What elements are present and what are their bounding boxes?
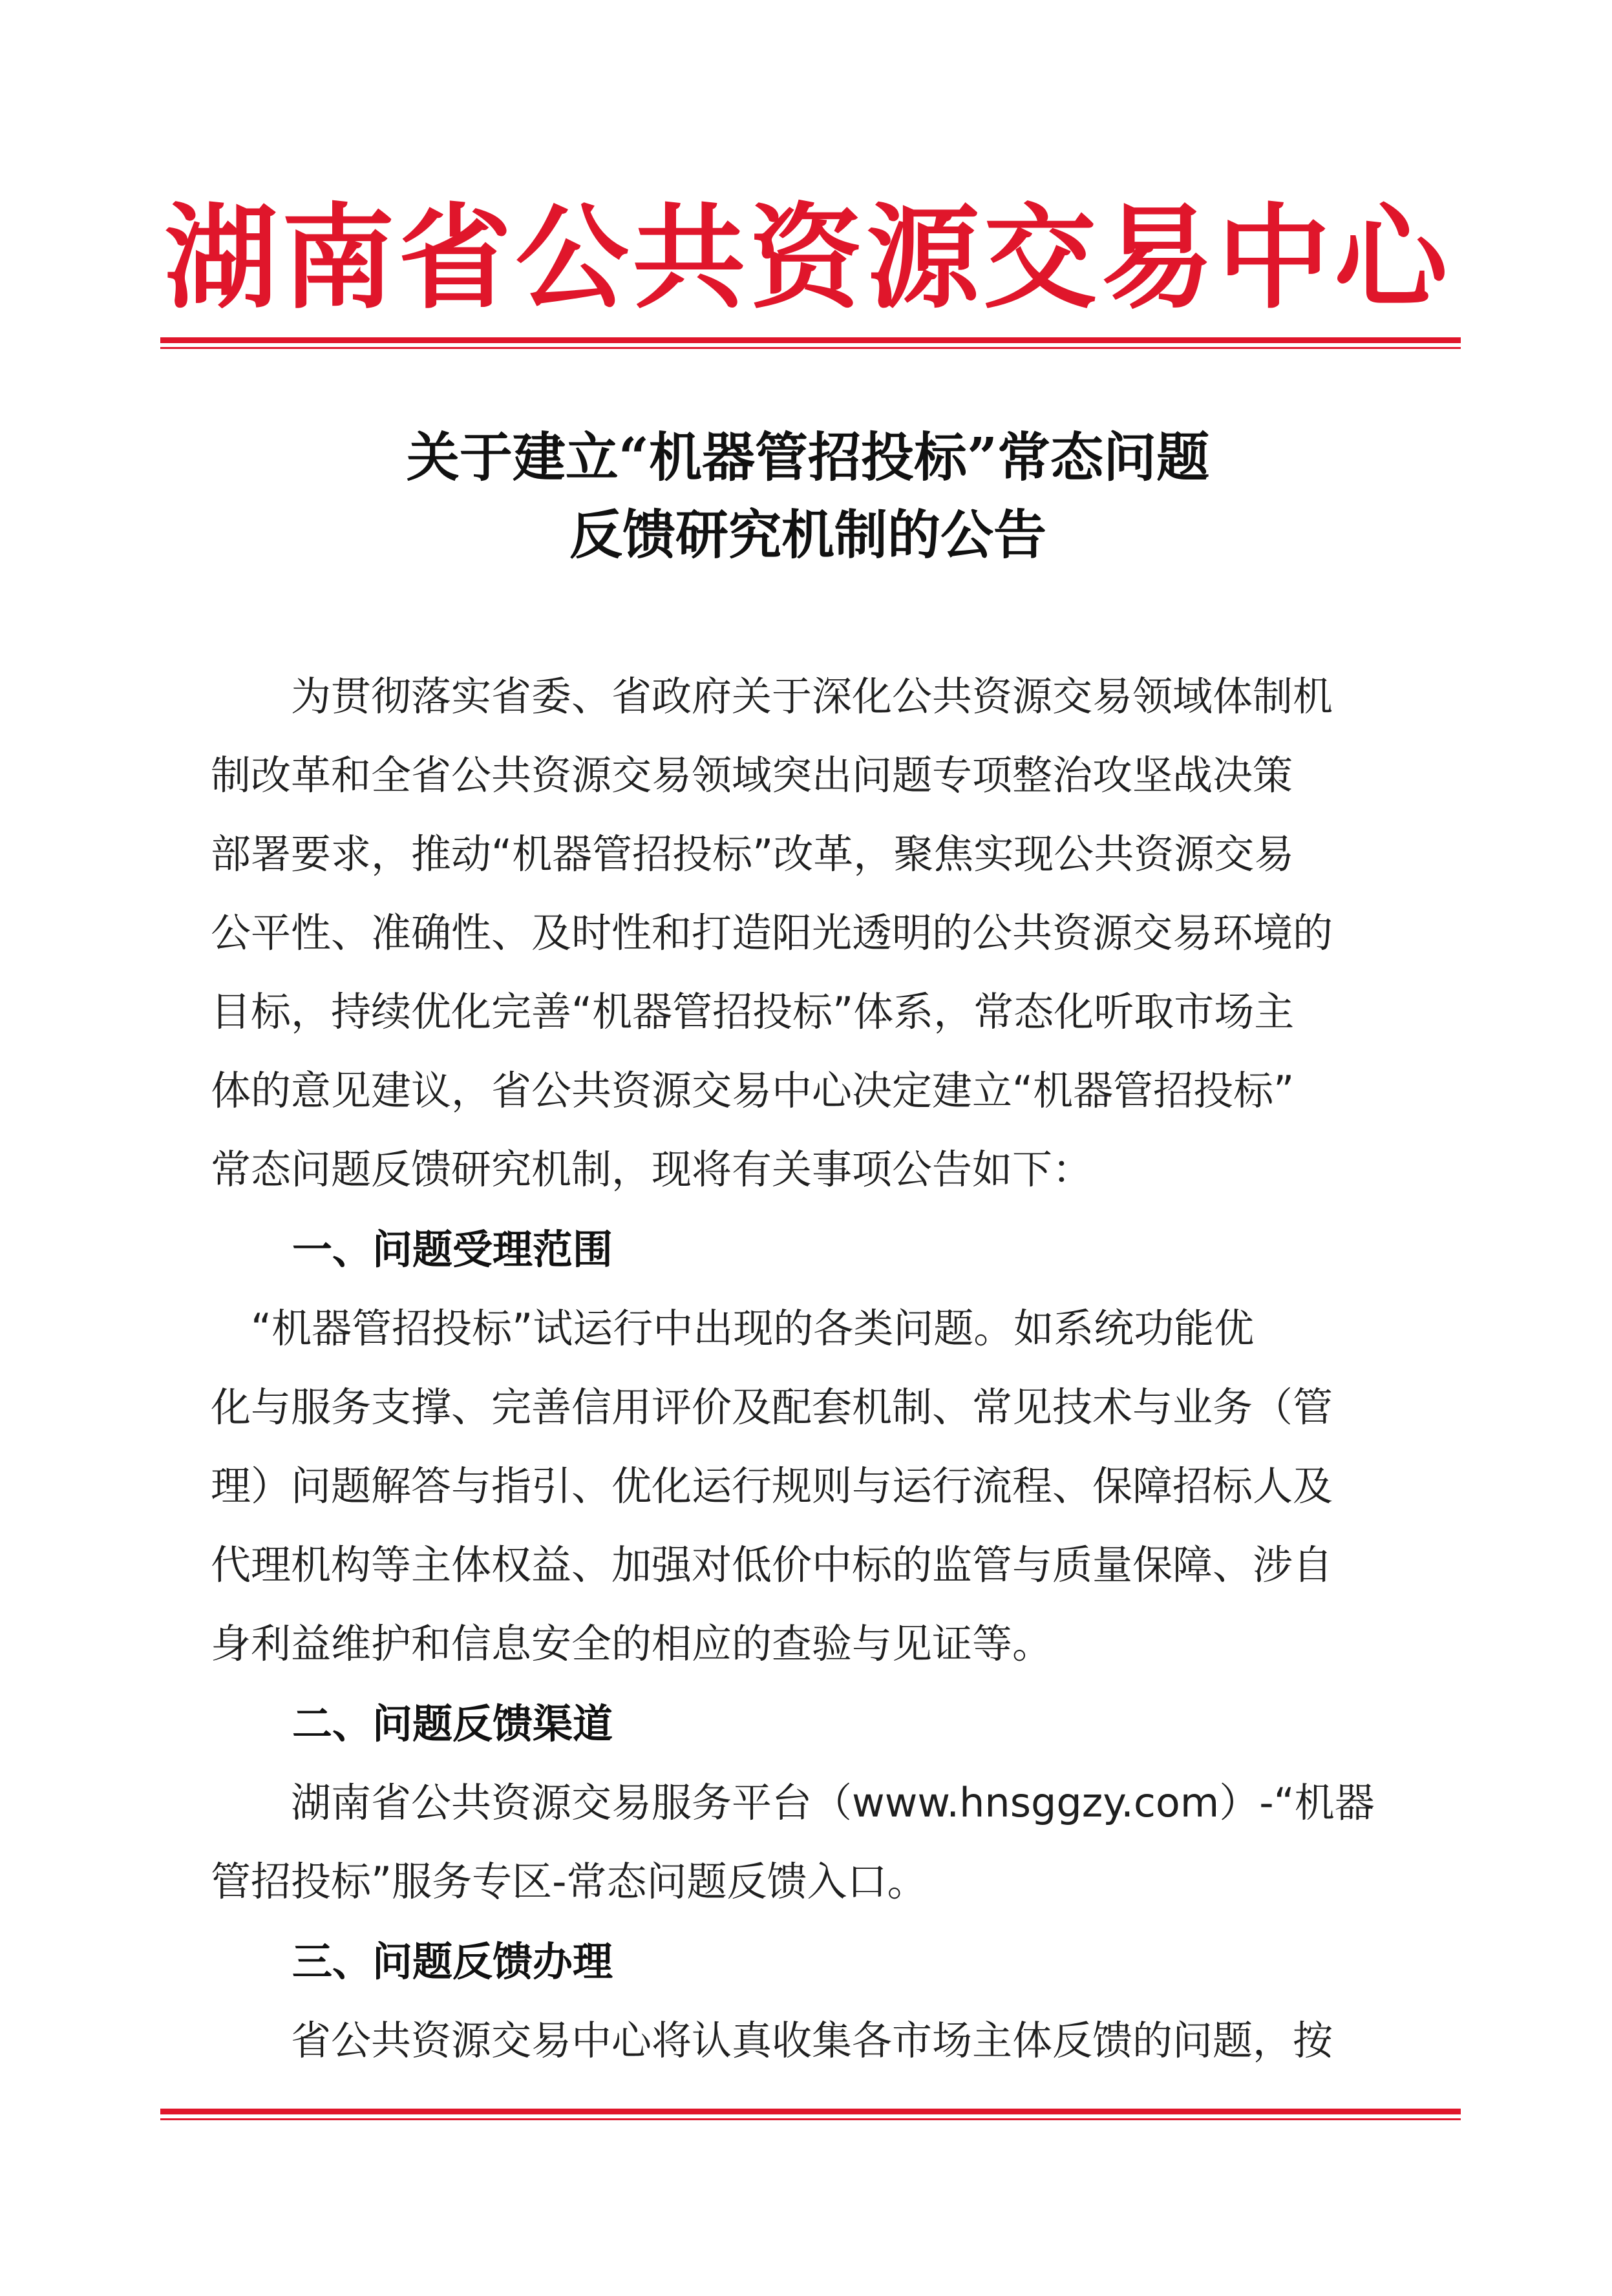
intro-line: 制改革和全省公共资源交易领域突出问题专项整治攻坚战决策: [211, 752, 1293, 799]
intro-line: 为贯彻落实省委、省政府关于深化公共资源交易领域体制机: [211, 673, 1333, 720]
document-title-line-1: 关于建立“机器管招投标”常态问题: [406, 427, 1210, 489]
document-title-line-2: 反馈研究机制的公告: [569, 504, 1046, 566]
section1-line: 理）问题解答与指引、优化运行规则与运行流程、保障招标人及: [211, 1462, 1333, 1510]
section2-line: 湖南省公共资源交易服务平台（www.hnsggzy.com）-“机器: [211, 1779, 1375, 1826]
section-heading-channel: 二、问题反馈渠道: [292, 1700, 613, 1747]
section-heading-handling: 三、问题反馈办理: [292, 1938, 613, 1985]
masthead-divider: [160, 337, 1461, 349]
section1-line: 化与服务支撑、完善信用评价及配套机制、常见技术与业务（管: [211, 1384, 1333, 1431]
section3-line: 省公共资源交易中心将认真收集各市场主体反馈的问题，按: [211, 2017, 1333, 2064]
agency-masthead: 湖南省公共资源交易中心: [164, 192, 1452, 324]
section1-line: “机器管招投标”试运行中出现的各类问题。如系统功能优: [211, 1305, 1255, 1352]
section2-line: 管招投标”服务专区-常态问题反馈入口。: [211, 1858, 928, 1905]
intro-line: 公平性、准确性、及时性和打造阳光透明的公共资源交易环境的: [211, 909, 1333, 956]
section-heading-scope: 一、问题受理范围: [292, 1226, 613, 1273]
section1-line: 代理机构等主体权益、加强对低价中标的监管与质量保障、涉自: [211, 1541, 1333, 1588]
footer-divider: [160, 2109, 1461, 2120]
intro-line: 体的意见建议，省公共资源交易中心决定建立“机器管招投标”: [211, 1067, 1295, 1114]
intro-line: 部署要求，推动“机器管招投标”改革，聚焦实现公共资源交易: [211, 830, 1295, 878]
intro-line: 常态问题反馈研究机制，现将有关事项公告如下：: [211, 1146, 1093, 1193]
section1-line: 身利益维护和信息安全的相应的查验与见证等。: [211, 1620, 1053, 1667]
intro-line: 目标，持续优化完善“机器管招投标”体系，常态化听取市场主: [211, 988, 1295, 1035]
